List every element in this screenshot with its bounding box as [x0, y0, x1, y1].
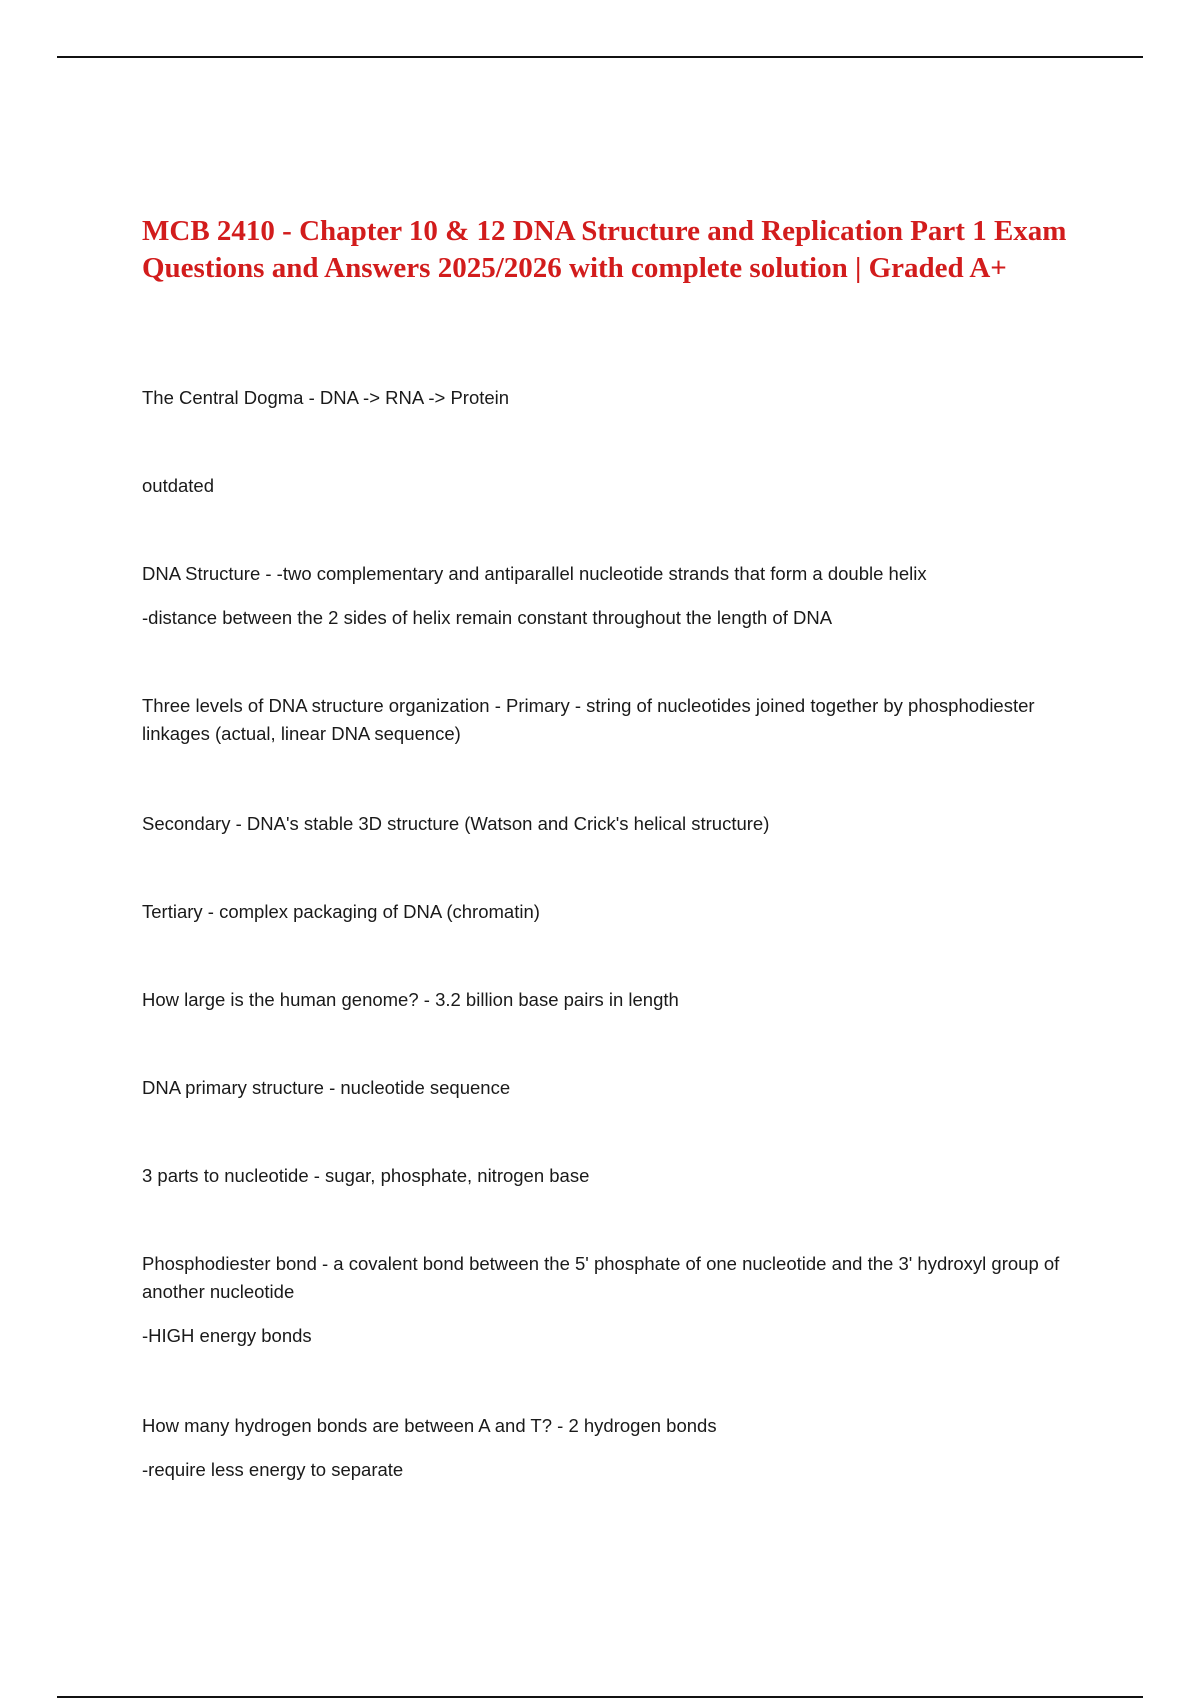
qa-text: Secondary - DNA's stable 3D structure (Watson and Crick's helical structure)	[142, 813, 770, 834]
qa-text: 3 parts to nucleotide - sugar, phosphate, nitrogen base	[142, 1165, 590, 1186]
qa-item-secondary	[142, 810, 1082, 898]
qa-text: Three levels of DNA structure organization - Primary - string of nucleotides joined together by phosphodiester linkages (actual, linear DNA sequence)	[142, 695, 1035, 744]
qa-text: Tertiary - complex packaging of DNA (chromatin)	[142, 901, 540, 922]
qa-item-central-dogma	[142, 384, 1082, 472]
qa-item-dna-structure	[142, 560, 1082, 692]
qa-text: DNA Structure - -two complementary and antiparallel nucleotide strands that form a double helix	[142, 563, 927, 584]
document-title: MCB 2410 - Chapter 10 & 12 DNA Structure and Replication Part 1 Exam Questions and Answers 2025/2026 with complete solution | Graded A+	[142, 215, 1067, 284]
qa-text: outdated	[142, 475, 215, 496]
qa-text: How large is the human genome? - 3.2 billion base pairs in length	[142, 989, 679, 1010]
qa-item-three-levels	[142, 692, 1082, 810]
top-rule	[57, 56, 1143, 58]
qa-item-tertiary	[142, 898, 1082, 986]
qa-text: -distance between the 2 sides of helix remain constant throughout the length of DNA	[142, 607, 833, 628]
qa-item-phosphodiester	[142, 1250, 1082, 1412]
qa-text: The Central Dogma - DNA -> RNA -> Protein	[142, 387, 510, 408]
qa-text: DNA primary structure - nucleotide sequence	[142, 1077, 511, 1098]
qa-item-nucleotide-parts	[142, 1162, 1082, 1250]
qa-item-hydrogen-bonds	[142, 1412, 1082, 1500]
qa-text: -HIGH energy bonds	[142, 1325, 312, 1346]
qa-text: Phosphodiester bond - a covalent bond between the 5' phosphate of one nucleotide and the 3' hydroxyl group of another nucleotide	[142, 1253, 1060, 1302]
qa-list	[142, 384, 1082, 1500]
qa-item-primary-structure	[142, 1074, 1082, 1162]
qa-text: How many hydrogen bonds are between A and T? - 2 hydrogen bonds	[142, 1415, 717, 1436]
qa-item-genome-size	[142, 986, 1082, 1074]
qa-text: -require less energy to separate	[142, 1459, 404, 1480]
qa-item-outdated	[142, 472, 1082, 560]
bottom-rule	[57, 1696, 1143, 1698]
